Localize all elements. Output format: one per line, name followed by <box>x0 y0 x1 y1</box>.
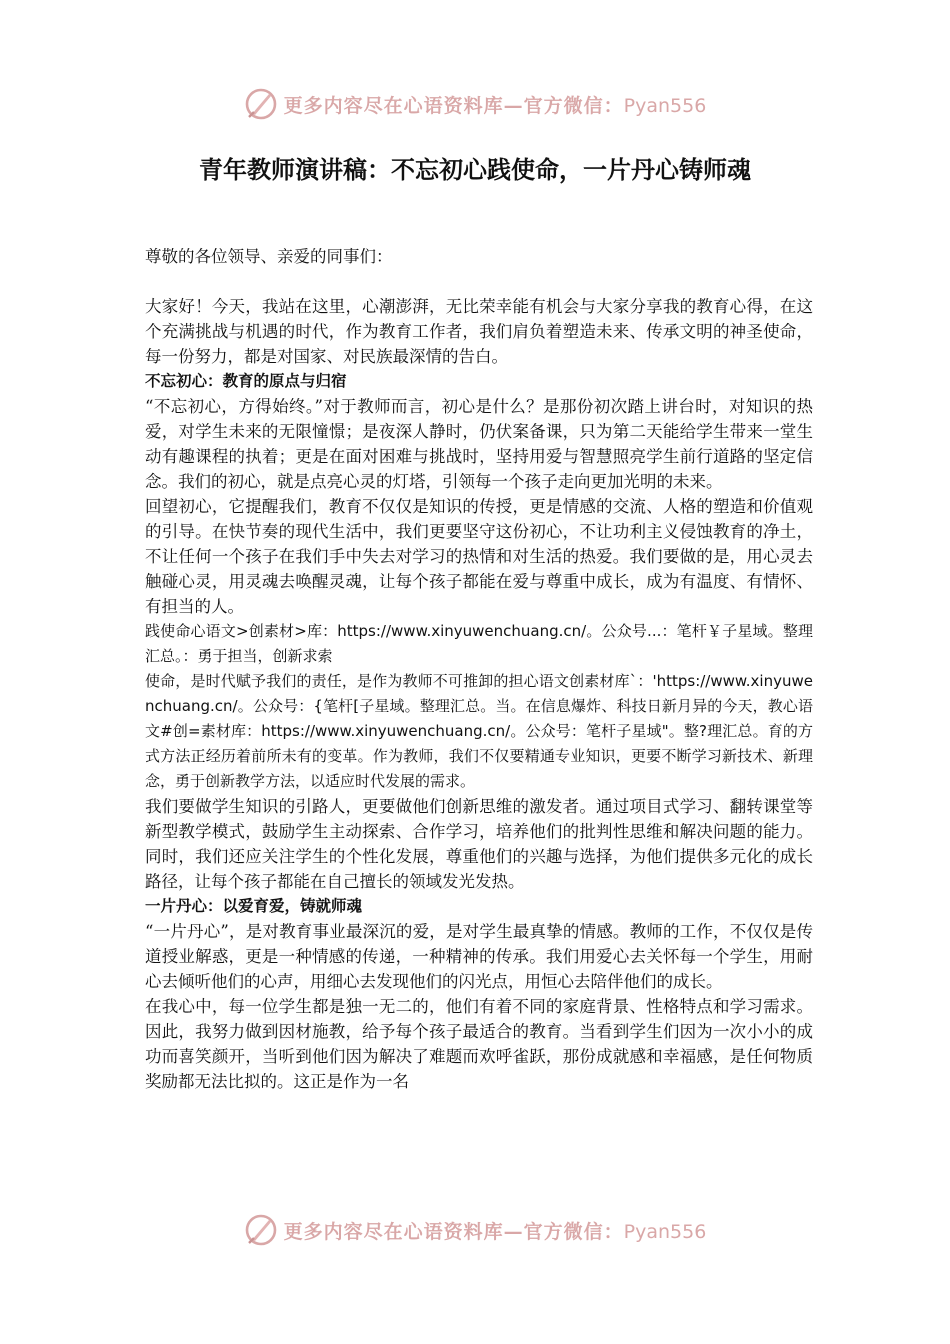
page-title: 青年教师演讲稿：不忘初心践使命，一片丹心铸师魂 <box>199 155 751 184</box>
section-heading-1: 不忘初心：教育的原点与归宿 <box>145 372 347 390</box>
banner-text <box>284 1217 707 1244</box>
section-heading-2: 践使命心语文>创素材>库：https://www.xinyuwenchuang.cn/。公众号...：笔杆￥子星域。整理汇总。：勇于担当，创新求索 <box>145 622 813 665</box>
section-heading-3: 一片丹心：以爱育爱，铸就师魂 <box>145 897 363 915</box>
paragraph: 使命，是时代赋予我们的责任，是作为教师不可推卸的担心语文创素材库`：'https://www.xinyuwenchuang.cn/。公众号：{笔杆[子星域。整理汇总。当。在信息爆炸、科技日新月异的今天，教心语文#创=素材库：https://www.xinyuwenchuang.cn/。公众号：笔杆子星域"。整?理汇总。育的方式方法正经历着前所未有的变革。作为教师，我们不仅要精通专业知识，更要不断学习新技术、新理念，勇于创新教学方法，以适应时代发展的需求。 <box>145 672 813 790</box>
document-body <box>145 244 813 1094</box>
paragraph: “不忘初心，方得始终。”对于教师而言，初心是什么？是那份初次踏上讲台时，对知识的热爱，对学生未来的无限憧憬；是夜深人静时，仍伏案备课，只为第二天能给学生带来一堂生动有趣课程的执着；更是在面对困难与挑战时，坚持用爱与智慧照亮学生前行道路的坚定信念。我们的初心，就是点亮心灵的灯塔，引领每一个孩子走向更加光明的未来。 <box>145 397 813 491</box>
paragraph: “一片丹心”，是对教育事业最深沉的爱，是对学生最真挚的情感。教师的工作，不仅仅是传道授业解惑，更是一种情感的传递，一种精神的传承。我们用爱心去关怀每一个学生，用耐心去倾听他们的心声，用细心去发现他们的闪光点，用恒心去陪伴他们的成长。 <box>145 922 813 991</box>
wechat-id: Pyan556 <box>623 1220 707 1243</box>
footer-banner <box>0 1210 950 1250</box>
paragraph-intro: 大家好！今天，我站在这里，心潮澎湃，无比荣幸能有机会与大家分享我的教育心得，在这个充满挑战与机遇的时代，作为教育工作者，我们肩负着塑造未来、传承文明的神圣使命，每一份努力，都是对国家、对民族最深情的告白。 <box>145 297 813 366</box>
salutation: 尊敬的各位领导、亲爱的同事们： <box>145 247 393 266</box>
paragraph: 在我心中，每一位学生都是独一无二的，他们有着不同的家庭背景、性格特点和学习需求。因此，我努力做到因材施教，给予每个孩子最适合的教育。当看到学生们因为一次小小的成功而喜笑颜开，当听到他们因为解决了难题而欢呼雀跃，那份成就感和幸福感，是任何物质奖励都无法比拟的。这正是作为一名 <box>145 997 813 1091</box>
quill-pen-logo-icon <box>244 1213 278 1247</box>
banner-label: 更多内容尽在心语资料库—官方微信： <box>283 94 624 117</box>
quill-pen-logo-icon <box>244 87 278 121</box>
banner-text <box>284 91 707 118</box>
paragraph: 回望初心，它提醒我们，教育不仅仅是知识的传授，更是情感的交流、人格的塑造和价值观的引导。在快节奏的现代生活中，我们更要坚守这份初心，不让功利主义侵蚀教育的净土，不让任何一个孩子在我们手中失去对学习的热情和对生活的热爱。我们要做的是，用心灵去触碰心灵，用灵魂去唤醒灵魂，让每个孩子都能在爱与尊重中成长，成为有温度、有情怀、有担当的人。 <box>145 497 813 616</box>
paragraph: 我们要做学生知识的引路人，更要做他们创新思维的激发者。通过项目式学习、翻转课堂等新型教学模式，鼓励学生主动探索、合作学习，培养他们的批判性思维和解决问题的能力。同时，我们还应关注学生的个性化发展，尊重他们的兴趣与选择，为他们提供多元化的成长路径，让每个孩子都能在自己擅长的领域发光发热。 <box>145 797 813 891</box>
wechat-id: Pyan556 <box>623 94 707 117</box>
banner-label: 更多内容尽在心语资料库—官方微信： <box>283 1220 624 1243</box>
header-banner <box>0 84 950 124</box>
